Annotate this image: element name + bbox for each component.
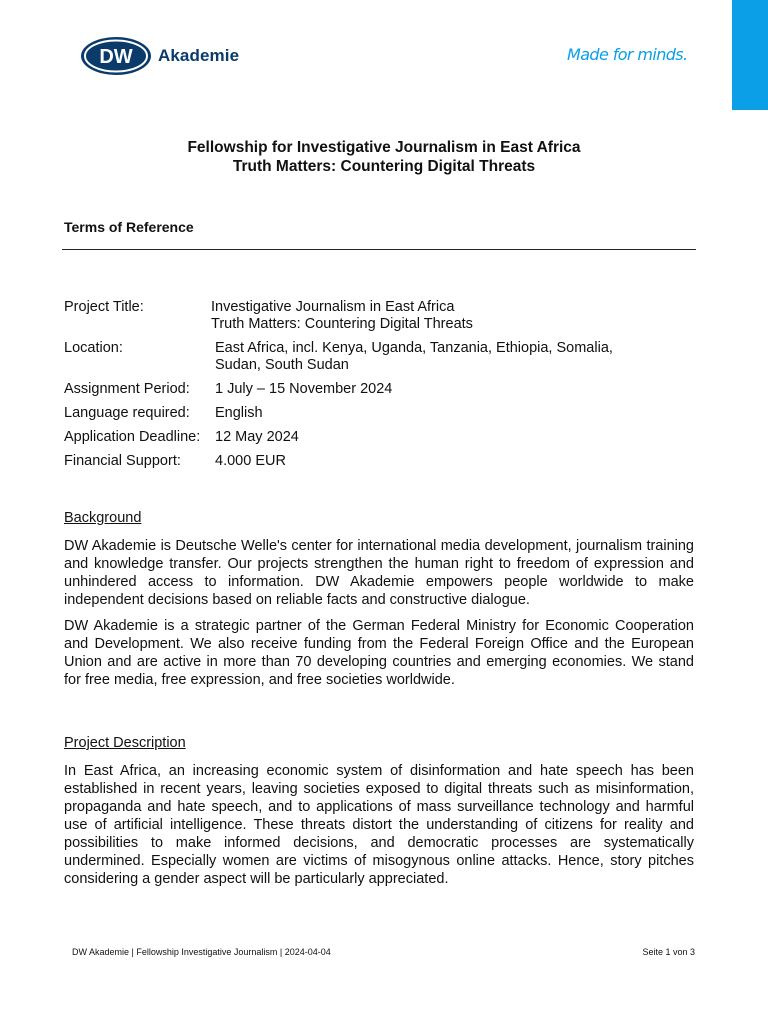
info-row-language [64, 405, 704, 422]
background-heading: Background [64, 510, 142, 526]
info-row-project-title [64, 299, 704, 333]
project-description-paragraph: In East Africa, an increasing economic system of disinformation and hate speech has been established in recent years, leaving societies exposed to digital threats such as misinformation, propaganda and hate speech, and to applications of mass surveillance technology and harmful use of artificial intelligence. These threats distort the understanding of citizens for reality and possibilities to make informed decisions, and democratic processes are systematically undermined. Especially women are victims of misogynous online attacks. Hence, story pitches considering a gender aspect will be particularly appreciated. [64, 763, 694, 887]
info-value [211, 340, 704, 374]
footer-page-number: Seite 1 von 3 [642, 947, 695, 957]
info-label: Project Title: [64, 299, 144, 315]
background-section [64, 509, 694, 697]
logo-wordmark: Akademie [158, 46, 240, 65]
info-value: 4.000 EUR [215, 453, 286, 469]
info-row-financial-support [64, 453, 704, 470]
horizontal-divider [62, 249, 696, 250]
footer-document-info: DW Akademie | Fellowship Investigative Journalism | 2024-04-04 [72, 947, 331, 957]
info-value-line: Sudan, South Sudan [215, 357, 349, 373]
info-label: Application Deadline: [64, 429, 201, 445]
brand-claim: Made for minds. [567, 45, 688, 64]
info-value-line: Truth Matters: Countering Digital Threats [211, 316, 473, 332]
project-description-heading: Project Description [64, 735, 186, 751]
info-value [211, 299, 704, 333]
info-value: 12 May 2024 [215, 429, 299, 445]
dw-akademie-logo [80, 36, 239, 76]
info-value-line: East Africa, incl. Kenya, Uganda, Tanzania, Ethiopia, Somalia, [215, 340, 613, 356]
background-paragraph: DW Akademie is a strategic partner of the German Federal Ministry for Economic Cooperation and Development. We also receive funding from the Federal Foreign Office and the European Union and are active in more than 70 developing countries and emerging economies. We stand for free media, free expression, and free societies worldwide. [64, 618, 694, 688]
info-label: Language required: [64, 405, 190, 421]
brand-accent-bar [732, 0, 768, 110]
document-title [0, 138, 768, 176]
info-value-line: Investigative Journalism in East Africa [211, 299, 455, 315]
project-description-section [64, 734, 694, 896]
dw-logo-icon [80, 36, 152, 76]
info-label: Financial Support: [64, 453, 181, 469]
terms-of-reference-heading: Terms of Reference [64, 219, 194, 235]
info-value: 1 July – 15 November 2024 [215, 381, 393, 397]
background-paragraph: DW Akademie is Deutsche Welle's center for international media development, journalism training and knowledge transfer. Our projects strengthen the human right to freedom of expression and unhindered access to information. DW Akademie empowers people worldwide to make independent decisions based on reliable facts and constructive dialogue. [64, 538, 694, 608]
info-label: Assignment Period: [64, 381, 190, 397]
title-line-2: Truth Matters: Countering Digital Threats [232, 158, 536, 175]
info-label: Location: [64, 340, 123, 356]
info-row-application-deadline [64, 429, 704, 446]
logo-text: DW [99, 46, 133, 68]
project-info-table [64, 299, 704, 477]
title-line-1: Fellowship for Investigative Journalism in East Africa [187, 139, 581, 156]
info-row-assignment-period [64, 381, 704, 398]
info-row-location [64, 340, 704, 374]
info-value: English [215, 405, 263, 421]
